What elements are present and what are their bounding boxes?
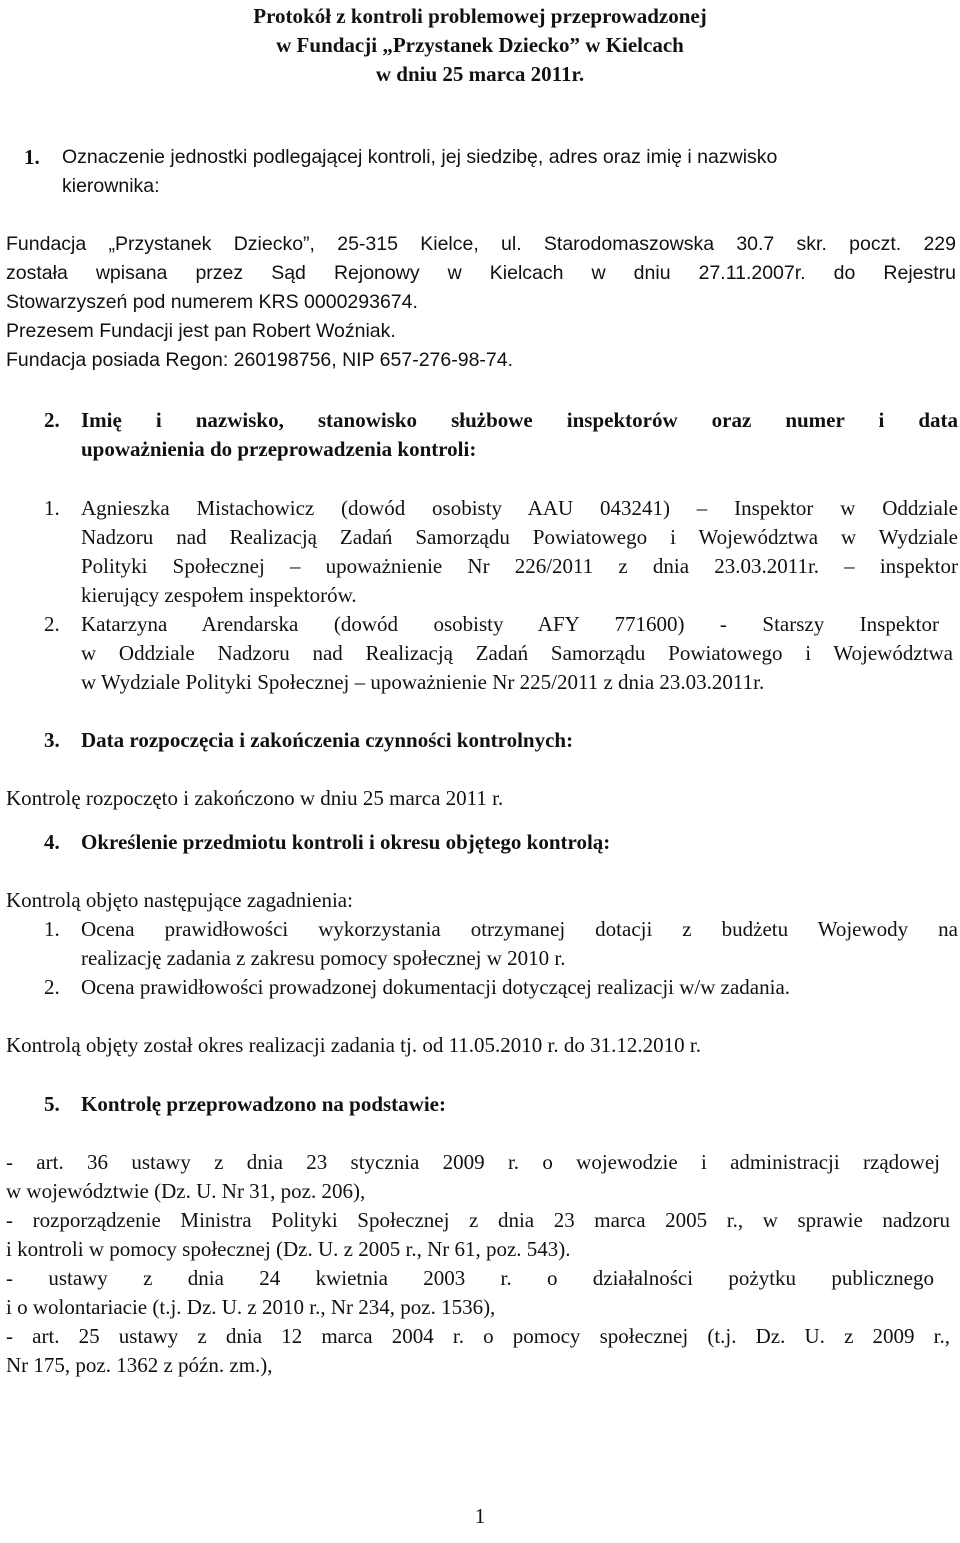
title-line-3: w dniu 25 marca 2011r.: [375, 62, 585, 86]
registration-info: Fundacja posiada Regon: 260198756, NIP 657-276-98-74.: [6, 349, 514, 371]
inspector-1-number: 1.: [44, 496, 60, 520]
section-2-heading-line-1: Imię i nazwisko, stanowisko służbowe inspektorów oraz numer i data: [81, 408, 958, 432]
scope-item-1-line-2: realizację zadania z zakresu pomocy społecznej w 2010 r.: [81, 946, 566, 970]
legal-basis-4-line-2: Nr 175, poz. 1362 z późn. zm.),: [6, 1353, 273, 1377]
scope-item-2-number: 2.: [44, 975, 60, 999]
inspector-1-line-3: Polityki Społecznej – upoważnienie Nr 226/2011 z dnia 23.03.2011r. – inspektor: [81, 554, 958, 578]
section-number: 1.: [24, 145, 40, 169]
president-info: Prezesem Fundacji jest pan Robert Woźniak.: [6, 320, 396, 342]
section-2-heading-line-2: upoważnienia do przeprowadzenia kontroli:: [81, 437, 477, 461]
legal-basis-3-line-1: - ustawy z dnia 24 kwietnia 2003 r. o działalności pożytku publicznego: [6, 1266, 934, 1290]
inspector-2-line-3: w Wydziale Polityki Społecznej – upoważnienie Nr 225/2011 z dnia 23.03.2011r.: [81, 670, 765, 694]
section-1-heading-text: [62, 143, 960, 201]
inspector-1-line-2: Nadzoru nad Realizacją Zadań Samorządu Powiatowego i Województwa w Wydziale: [81, 525, 958, 549]
legal-basis-3-line-2: i o wolontariacie (t.j. Dz. U. z 2010 r., Nr 234, poz. 1536),: [6, 1295, 496, 1319]
inspector-2-line-2: w Oddziale Nadzoru nad Realizacją Zadań Samorządu Powiatowego i Województwa: [81, 641, 953, 665]
scope-item-1-line-1: Ocena prawidłowości wykorzystania otrzymanej dotacji z budżetu Wojewody na: [81, 917, 958, 941]
section-5-number: 5.: [44, 1092, 60, 1116]
legal-basis-2-line-1: - rozporządzenie Ministra Polityki Społecznej z dnia 23 marca 2005 r., w sprawie nadzoru: [6, 1208, 950, 1232]
section-number: 2.: [44, 408, 60, 432]
heading-line: Oznaczenie jednostki podlegającej kontroli, jej siedzibę, adres oraz imię i nazwisko: [62, 146, 778, 168]
scope-item-2-line-1: Ocena prawidłowości prowadzonej dokumentacji dotyczącej realizacji w/w zadania.: [81, 975, 791, 999]
scope-item-1-number: 1.: [44, 917, 60, 941]
paragraph-line: Fundacja „Przystanek Dziecko”, 25-315 Kielce, ul. Starodomaszowska 30.7 skr. poczt. 229: [6, 233, 956, 255]
section-4-heading: Określenie przedmiotu kontroli i okresu objętego kontrolą:: [81, 830, 611, 854]
control-date-text: Kontrolę rozpoczęto i zakończono w dniu 25 marca 2011 r.: [6, 786, 504, 810]
section-1-paragraph-line-3: Stowarzyszeń pod numerem KRS 0000293674.: [6, 291, 418, 313]
inspector-2-number: 2.: [44, 612, 60, 636]
legal-basis-4-line-1: - art. 25 ustawy z dnia 12 marca 2004 r. o pomocy społecznej (t.j. Dz. U. z 2009 r.,: [6, 1324, 950, 1348]
document-title: [0, 2, 960, 89]
legal-basis-2-line-2: i kontroli w pomocy społecznej (Dz. U. z 2005 r., Nr 61, poz. 543).: [6, 1237, 571, 1261]
inspector-2-line-1: Katarzyna Arendarska (dowód osobisty AFY 771600) - Starszy Inspektor: [81, 612, 939, 636]
inspector-1-line-4: kierujący zespołem inspektorów.: [81, 583, 357, 607]
section-5-heading: Kontrolę przeprowadzono na podstawie:: [81, 1092, 446, 1116]
section-3-number: 3.: [44, 728, 60, 752]
title-line-1: Protokół z kontroli problemowej przeprowadzonej: [253, 4, 707, 28]
section-1-paragraph-line-2: została wpisana przez Sąd Rejonowy w Kielcach w dniu 27.11.2007r. do Rejestru: [6, 262, 956, 284]
section-4-number: 4.: [44, 830, 60, 854]
title-line-2: w Fundacji „Przystanek Dziecko” w Kielcach: [276, 33, 684, 57]
section-1-paragraph: [6, 230, 956, 259]
section-3-heading: Data rozpoczęcia i zakończenia czynności kontrolnych:: [81, 728, 574, 752]
legal-basis-1-line-1: - art. 36 ustawy z dnia 23 stycznia 2009 r. o wojewodzie i administracji rządowej: [6, 1150, 940, 1174]
inspector-1-line-1: Agnieszka Mistachowicz (dowód osobisty AAU 043241) – Inspektor w Oddziale: [81, 496, 958, 520]
page-number: 1: [474, 1504, 486, 1528]
scope-intro: Kontrolą objęto następujące zagadnienia:: [6, 888, 353, 912]
control-period-text: Kontrolą objęty został okres realizacji zadania tj. od 11.05.2010 r. do 31.12.2010 r.: [6, 1033, 701, 1057]
heading-line: kierownika:: [62, 175, 160, 197]
legal-basis-1-line-2: w województwie (Dz. U. Nr 31, poz. 206),: [6, 1179, 366, 1203]
